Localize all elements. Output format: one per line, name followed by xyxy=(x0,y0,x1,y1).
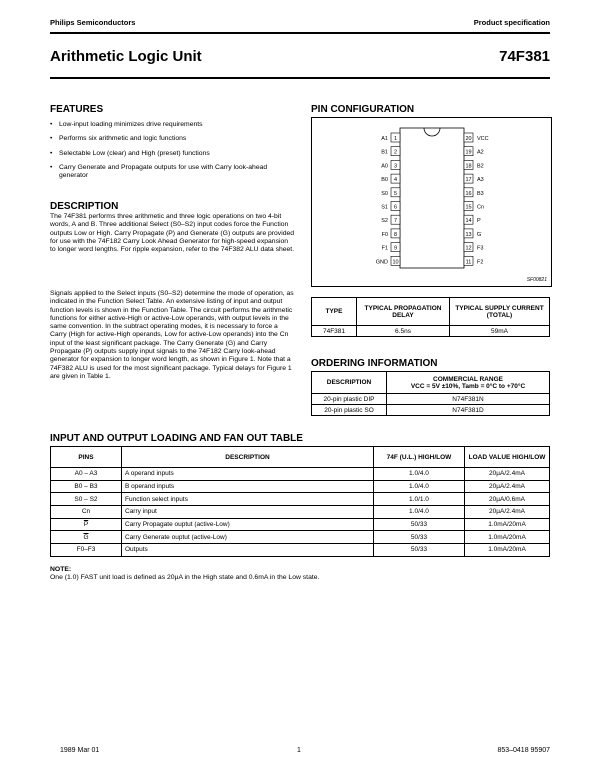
load-value-cell: 1.0mA/20mA xyxy=(465,531,550,544)
description-cell: A operand inputs xyxy=(122,468,374,481)
propagation-delay-header: TYPICAL PROPAGATION DELAY xyxy=(357,298,450,326)
description-heading: DESCRIPTION xyxy=(50,201,119,212)
table-row xyxy=(51,480,550,493)
description-cell: B operand inputs xyxy=(122,480,374,493)
table-row: 74F381 6.5ns 59mA xyxy=(312,326,550,337)
io-table-heading: INPUT AND OUTPUT LOADING AND FAN OUT TABLE xyxy=(50,433,303,444)
load-value-cell: 20µA/2.4mA xyxy=(465,506,550,519)
description-cell: Carry Generate ouptut (active-Low) xyxy=(122,531,374,544)
bullet-icon: • xyxy=(50,135,53,143)
pin-label: F1 xyxy=(381,245,388,252)
pin-label: F3 xyxy=(477,245,484,252)
pin-label: P xyxy=(477,218,481,225)
load-value-cell: 1.0mA/20mA xyxy=(465,518,550,531)
io-description-header: DESCRIPTION xyxy=(122,447,374,468)
pin-cell: F0–F3 xyxy=(51,544,122,557)
pin-label: S1 xyxy=(381,204,388,211)
pin-number: 17 xyxy=(465,177,472,184)
features-list xyxy=(50,121,290,186)
unit-load-cell: 1.0/4.0 xyxy=(374,506,465,519)
description-cell: Carry Propagate ouptut (active-Low) xyxy=(122,518,374,531)
pin-number: 2 xyxy=(393,149,398,156)
note-label: NOTE: xyxy=(50,566,72,573)
pin-number: 12 xyxy=(465,245,472,252)
part-number: 74F381 xyxy=(499,48,550,65)
feature-item: • Carry Generate and Propagate outputs for use with Carry look-ahead generator xyxy=(50,163,268,180)
unit-load-cell: 50/33 xyxy=(374,531,465,544)
load-value-cell: 1.0mA/20mA xyxy=(465,544,550,557)
io-loading-table xyxy=(50,446,550,557)
unit-load-cell: 1.0/4.0 xyxy=(374,480,465,493)
table-row xyxy=(51,531,550,544)
pin-number: 15 xyxy=(465,204,472,211)
pin-number: 19 xyxy=(465,149,472,156)
pin-number: 5 xyxy=(393,190,398,197)
commercial-range-header: COMMERCIAL RANGE VCC = 5V ±10%, Tamb = 0°C to +70°C xyxy=(387,372,550,394)
feature-item: • Performs six arithmetic and logic functions xyxy=(50,135,187,143)
table-row xyxy=(51,493,550,506)
description-paragraph-2: Signals applied to the Select inputs (S0–S2) determine the mode of operation, as indicated in the Function Select Table. An extensive listing of input and output function levels is shown in the Function Table. The circuit performs the arithmetic functions for either active-High or active-Low operands, with output levels in the same convention. In the subtract operating modes, it is necessary to force a Carry (High for active-High operands, Low for active-Low operands) into the Cn input of the least significant package. The Carry Generate (G) and Carry Propagate (P) outputs supply input signals to the 74F182 Carry look-ahead generator for expansion to longer word length, as shown in Figure 1. Note that a 74F382 ALU is used for the most significant package. Typical delays for Figure 1 are given in Table 1. xyxy=(50,290,294,380)
bullet-icon: • xyxy=(50,149,53,157)
pin-diagram-box xyxy=(311,117,552,287)
pin-diagram xyxy=(312,118,551,286)
pin-cell: A0 – A3 xyxy=(51,468,122,481)
table-row xyxy=(51,468,550,481)
bullet-icon: • xyxy=(50,121,53,128)
table-row xyxy=(51,506,550,519)
type-header: TYPE xyxy=(312,298,357,326)
pin-cell: $\overline{G}$ xyxy=(51,531,122,544)
table-row xyxy=(51,544,550,557)
figure-id: SF00821 xyxy=(526,277,547,283)
page-number: 1 xyxy=(297,747,301,754)
load-value-cell: 20µA/2.4mA xyxy=(465,468,550,481)
pin-number: 3 xyxy=(393,163,398,170)
feature-item: • Selectable Low (clear) and High (preset) functions xyxy=(50,149,210,157)
title-rule xyxy=(50,77,550,79)
unit-load-cell: 1.0/1.0 xyxy=(374,493,465,506)
pin-label: GND xyxy=(375,259,388,266)
unit-load-header: 74F (U.L.) HIGH/LOW xyxy=(374,447,465,468)
description-cell: Outputs xyxy=(122,544,374,557)
table-row: 20-pin plastic SO N74F381D xyxy=(312,405,550,416)
pin-label: B2 xyxy=(477,163,484,170)
unit-load-cell: 1.0/4.0 xyxy=(374,468,465,481)
pin-cell: S0 – S2 xyxy=(51,493,122,506)
description-cell: Function select inputs xyxy=(122,493,374,506)
unit-load-cell: 50/33 xyxy=(374,544,465,557)
description-cell: Carry input xyxy=(122,506,374,519)
pin-number: 4 xyxy=(393,177,398,184)
description-paragraph-1: The 74F381 performs three arithmetic and three logic operations on two 4-bit words, A and B. Three additional Select (S0–S2) input codes force the Function outputs Low or High. Carry Propagate (P) and Generate (G) outputs are provided for use with the 74F182 Carry Look Ahead Generator for high-speed expansion to longer word lengths. For ripple expansion, refer to the 74F382 ALU data sheet. xyxy=(50,213,295,254)
pin-label: S0 xyxy=(381,190,388,197)
pin-number: 16 xyxy=(465,190,472,197)
ic-package-outline xyxy=(400,128,464,268)
pin-number: 18 xyxy=(465,163,472,170)
pin-number: 13 xyxy=(465,231,472,238)
pin-number: 7 xyxy=(393,218,398,225)
pin-number: 6 xyxy=(393,204,398,211)
footer-date: 1989 Mar 01 xyxy=(60,747,100,754)
supply-current-header: TYPICAL SUPPLY CURRENT (TOTAL) xyxy=(450,298,550,326)
table-row: 20-pin plastic DIP N74F381N xyxy=(312,394,550,405)
header-rule xyxy=(50,32,550,34)
pin-label: G xyxy=(477,231,482,238)
unit-load-cell: 50/33 xyxy=(374,518,465,531)
pin-number: 14 xyxy=(465,218,472,225)
pin-cell: Cn xyxy=(51,506,122,519)
ic-notch xyxy=(424,128,440,136)
bullet-icon: • xyxy=(50,163,53,171)
pin-label: A3 xyxy=(477,177,484,184)
document-type: Product specification xyxy=(473,18,550,27)
pin-label: S2 xyxy=(381,218,388,225)
ordering-table xyxy=(311,371,550,416)
pin-label: F2 xyxy=(477,259,484,266)
pin-number: 9 xyxy=(393,245,398,252)
feature-item: • Low-input loading minimizes drive requirements xyxy=(50,121,203,128)
ordering-heading: ORDERING INFORMATION xyxy=(311,358,438,369)
pin-cell: B0 – B3 xyxy=(51,480,122,493)
document-code: 853–0418 95907 xyxy=(497,747,550,754)
page-title: Arithmetic Logic Unit xyxy=(50,48,202,65)
pin-number: 10 xyxy=(392,259,399,266)
pin-label: B1 xyxy=(381,149,388,156)
table-row xyxy=(51,518,550,531)
pin-label: A1 xyxy=(381,136,388,142)
load-value-cell: 20µA/2.4mA xyxy=(465,480,550,493)
load-value-cell: 20µA/0.6mA xyxy=(465,493,550,506)
features-heading: FEATURES xyxy=(50,104,104,115)
pin-config-heading: PIN CONFIGURATION xyxy=(311,104,415,115)
pin-cell: $\overline{P}$ xyxy=(51,518,122,531)
pin-number: 20 xyxy=(465,136,472,142)
company-name: Philips Semiconductors xyxy=(50,18,136,27)
pin-label: B0 xyxy=(381,177,388,184)
pin-number: 1 xyxy=(393,136,398,142)
pin-number: 11 xyxy=(465,259,472,266)
pin-label: F0 xyxy=(381,231,388,238)
ordering-description-header: DESCRIPTION xyxy=(312,372,387,394)
pins-header: PINS xyxy=(51,447,122,468)
pin-label: B3 xyxy=(477,190,484,197)
typical-spec-table xyxy=(311,297,550,337)
pin-label: VCC xyxy=(477,136,489,142)
note-text: One (1.0) FAST unit load is defined as 20µA in the High state and 0.6mA in the Low state. xyxy=(50,574,320,581)
pin-label: Cn xyxy=(477,204,485,211)
pin-label: A0 xyxy=(381,163,388,170)
pin-label: A2 xyxy=(477,149,484,156)
pin-number: 8 xyxy=(393,231,398,238)
load-value-header: LOAD VALUE HIGH/LOW xyxy=(465,447,550,468)
